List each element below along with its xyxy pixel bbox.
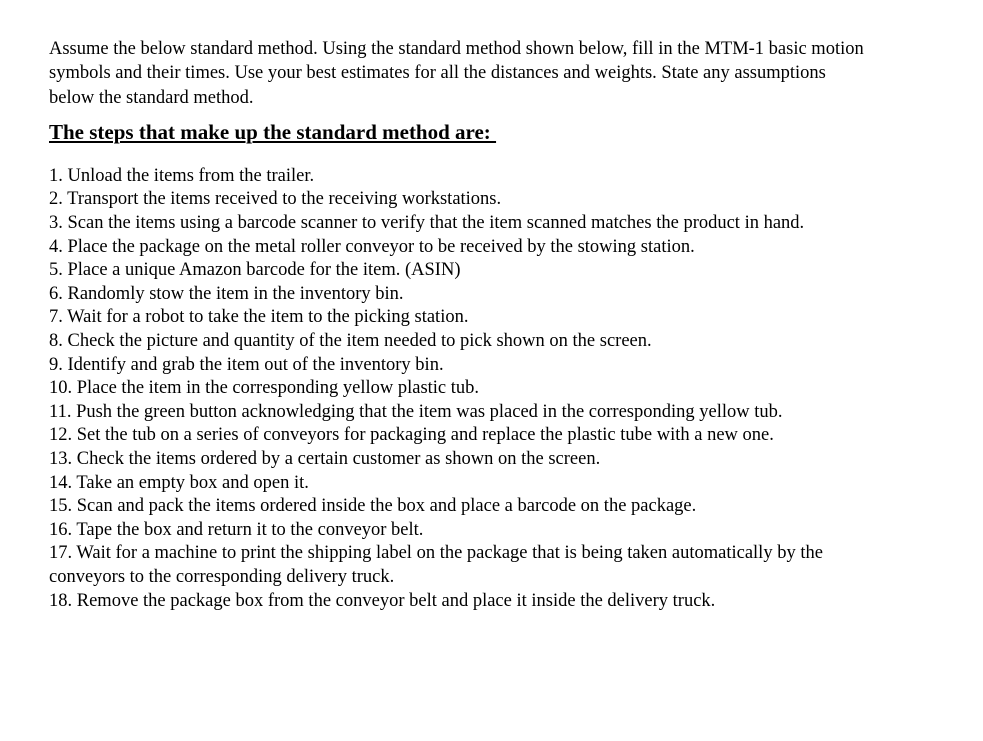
step-item: 2. Transport the items received to the receiving workstations. bbox=[49, 189, 502, 210]
step-item: 1. Unload the items from the trailer. bbox=[49, 165, 315, 186]
step-item: 9. Identify and grab the item out of the inventory bin. bbox=[49, 354, 444, 375]
step-item: 7. Wait for a robot to take the item to the picking station. bbox=[49, 307, 469, 328]
step-item: 6. Randomly stow the item in the inventory bin. bbox=[49, 283, 404, 304]
step-item: 3. Scan the items using a barcode scanner to verify that the item scanned matches the product in hand. bbox=[49, 213, 805, 234]
step-item: 5. Place a unique Amazon barcode for the item. (ASIN) bbox=[49, 260, 461, 281]
step-item: 12. Set the tub on a series of conveyors for packaging and replace the plastic tube with a new one. bbox=[49, 425, 774, 446]
document-page bbox=[49, 37, 949, 613]
step-item: 15. Scan and pack the items ordered inside the box and place a barcode on the package. bbox=[49, 496, 697, 517]
intro-paragraph: Assume the below standard method. Using the standard method shown below, fill in the MTM-1 basic motion symbols and their times. Use your best estimates for all the distances and weights. State any assumptions below the standard method. bbox=[49, 39, 864, 108]
step-item: 16. Tape the box and return it to the conveyor belt. bbox=[49, 519, 424, 540]
step-item: 10. Place the item in the corresponding yellow plastic tub. bbox=[49, 378, 480, 399]
step-item: 13. Check the items ordered by a certain customer as shown on the screen. bbox=[49, 449, 601, 470]
step-item: 4. Place the package on the metal roller conveyor to be received by the stowing station. bbox=[49, 236, 695, 257]
step-item: 14. Take an empty box and open it. bbox=[49, 472, 309, 493]
step-item: 17. Wait for a machine to print the shipping label on the package that is being taken automatically by the conveyors to the corresponding delivery truck. bbox=[49, 543, 823, 587]
step-item: 11. Push the green button acknowledging that the item was placed in the corresponding yellow tub. bbox=[49, 401, 783, 422]
step-item: 18. Remove the package box from the conveyor belt and place it inside the delivery truck. bbox=[49, 590, 716, 611]
steps-list bbox=[49, 165, 849, 613]
step-item: 8. Check the picture and quantity of the item needed to pick shown on the screen. bbox=[49, 331, 652, 352]
section-heading: The steps that make up the standard method are: bbox=[49, 119, 497, 144]
